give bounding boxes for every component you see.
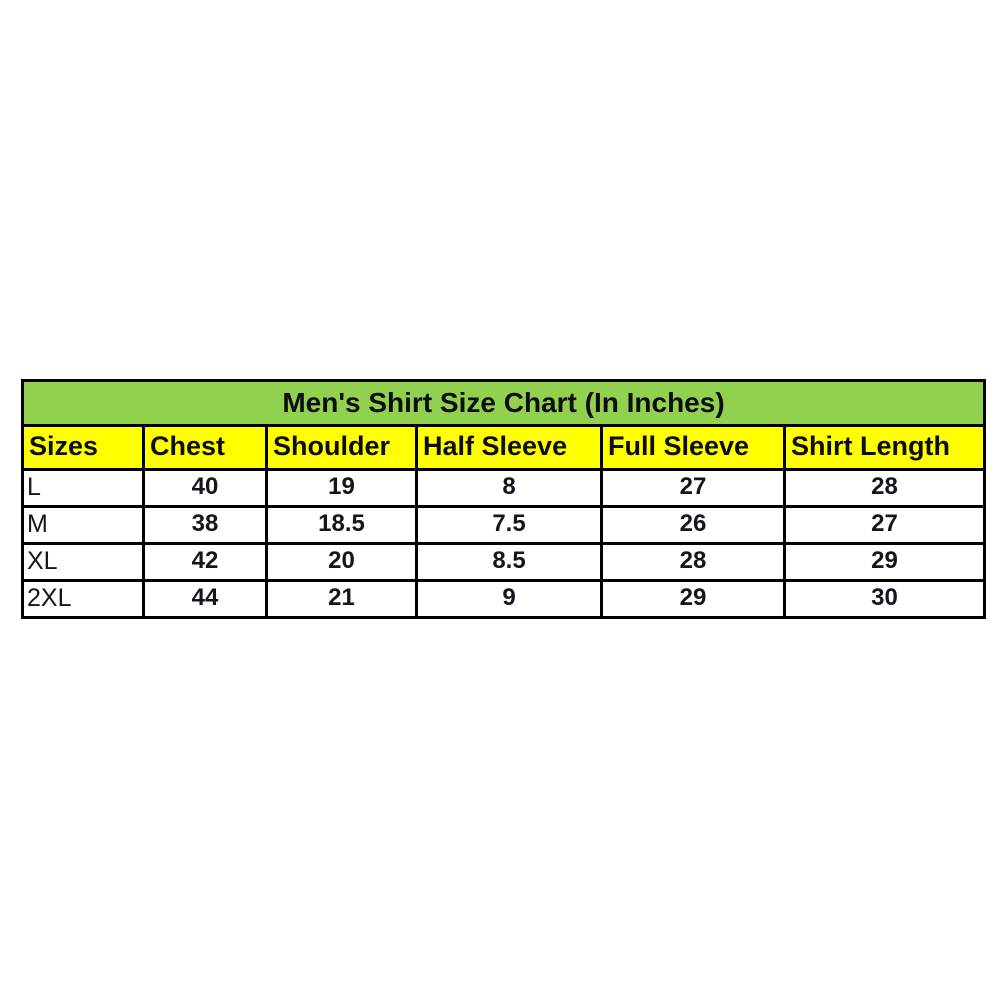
shoulder-value: 21 (267, 581, 417, 618)
table-row (23, 544, 985, 581)
column-header-chest: Chest (144, 426, 267, 470)
table-row (23, 581, 985, 618)
shoulder-value: 19 (267, 470, 417, 507)
chest-value: 42 (144, 544, 267, 581)
chest-value: 38 (144, 507, 267, 544)
column-header-sizes: Sizes (23, 426, 144, 470)
full-sleeve-value: 29 (602, 581, 785, 618)
column-header-shirt-length: Shirt Length (785, 426, 985, 470)
chest-value: 44 (144, 581, 267, 618)
half-sleeve-value: 9 (417, 581, 602, 618)
full-sleeve-value: 26 (602, 507, 785, 544)
shirt-length-value: 27 (785, 507, 985, 544)
header-row (23, 426, 985, 470)
size-label: L (23, 470, 144, 507)
shirt-length-value: 30 (785, 581, 985, 618)
table-row (23, 507, 985, 544)
shoulder-value: 18.5 (267, 507, 417, 544)
half-sleeve-value: 7.5 (417, 507, 602, 544)
column-header-full-sleeve: Full Sleeve (602, 426, 785, 470)
full-sleeve-value: 27 (602, 470, 785, 507)
full-sleeve-value: 28 (602, 544, 785, 581)
column-header-half-sleeve: Half Sleeve (417, 426, 602, 470)
shirt-length-value: 28 (785, 470, 985, 507)
size-label: 2XL (23, 581, 144, 618)
chest-value: 40 (144, 470, 267, 507)
size-label: M (23, 507, 144, 544)
title-row (23, 381, 985, 426)
column-header-shoulder: Shoulder (267, 426, 417, 470)
size-label: XL (23, 544, 144, 581)
size-chart-table (21, 379, 986, 619)
table-row (23, 470, 985, 507)
half-sleeve-value: 8.5 (417, 544, 602, 581)
shoulder-value: 20 (267, 544, 417, 581)
table-title: Men's Shirt Size Chart (In Inches) (23, 381, 985, 426)
half-sleeve-value: 8 (417, 470, 602, 507)
shirt-length-value: 29 (785, 544, 985, 581)
